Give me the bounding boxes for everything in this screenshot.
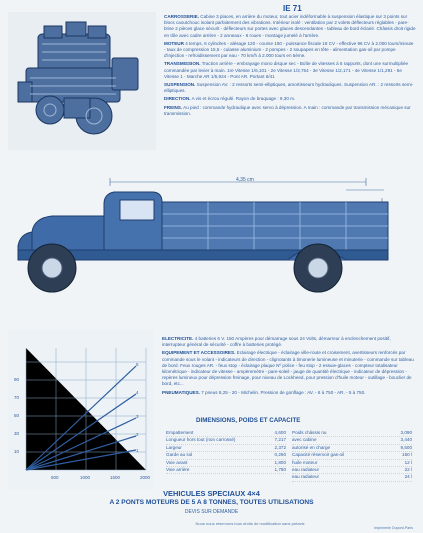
y-tick: 50 <box>14 413 20 418</box>
dimensions-left <box>166 430 286 474</box>
line-label: 1 <box>136 448 139 453</box>
model-label: IE 71 <box>283 4 302 13</box>
table-row: huile moteur 12 l <box>292 460 412 467</box>
spec-carrosserie: CARROSSERIE. Cabine 3 places, en arrière du moteur, tout acier indéformable à suspension élastique sur 3 points sur blocs caoutchouc isolant parfaitement des vibrations. Intérieur isolé : ventilation par 2 volets déflecteurs réglables - pare-brise 2 pièces glace sécurit - déflecteurs sur portes avec glaces descendantes - tableau de bord éclairé. Châssis droit rigide en tôle avec cadre arrière - 2 anneaux - 6 roues - montage jumelé à l'arrière. <box>164 14 416 38</box>
y-tick: 30 <box>14 431 20 436</box>
table-row: eau radiateur 22 l <box>292 467 412 474</box>
line-label: 4 <box>136 390 139 395</box>
x-tick: 1500 <box>110 475 121 480</box>
y-tick: 10 <box>14 449 20 454</box>
engine-illustration <box>8 12 156 150</box>
dimensions-title: DIMENSIONS, POIDS ET CAPACITE <box>196 417 301 424</box>
line-label: 2 <box>136 432 139 437</box>
y-tick: 70 <box>14 395 20 400</box>
spec-suspension: SUSPENSION. Suspension AV. : 2 ressorts semi-elliptiques, amortisseurs hydrauliques. Suspension AR. : 2 ressorts semi-elliptiques. <box>164 82 414 94</box>
table-row: autorisé en charge 9,500 <box>292 445 412 452</box>
table-row: eau radiateur 24 l <box>292 474 412 481</box>
table-row: Voie avant 1,800 <box>166 460 286 467</box>
table-row: Largeur 2,372 <box>166 445 286 452</box>
footnote: Nous nous réservons tous droits de modification sans préavis <box>195 521 305 526</box>
dimension-label: 4,35 cm <box>236 177 254 183</box>
spec-moteur: MOTEUR 4 temps, 6 cylindres - alésage 120 - course 150 - puissance fiscale 18 CV - effective 96 CV à 2.000 tours/minute - taux de compression 15,5 - culasse aluminium - 2 pompes - 2 soupapes en tête - alimentation gas-oil par pompe d'injection - refroidissement par eau - 70 km/h à 2.000 tours en 5ème. <box>164 40 414 59</box>
spec-transmission: TRANSMISSION. Traction arrière - embrayage mono disque sec - Boîte de vitesses à 5 rapports, dont une surmultipliée commandée par levier à main. 1re Vitesse 1/6,101 - 2e Vitesse 1/3,754 - 3e Vitesse 1/2,171 - 4e Vitesse 1/1,291 - 5e Vitesse 1 - Marche AR 1/5,924 - Pont AR. Portant 6/41 <box>164 61 409 79</box>
dimensions-right <box>292 430 412 482</box>
truck-illustration <box>12 176 414 308</box>
spec-freins: FREINS. Au pied : commande hydraulique avec servo à dépression. A main : commande par transmission mécanique sur transmission. <box>164 104 411 116</box>
specs-bottom <box>162 336 414 398</box>
vehicules-subtitle: A 2 PONTS MOTEURS DE 5 A 8 TONNES, TOUTES UTILISATIONS <box>109 499 314 506</box>
table-row: Longueur hors tout (non carrossé) 7,217 <box>166 437 286 444</box>
x-tick: 2000 <box>140 475 151 480</box>
table-row: Empattement 4,600 <box>166 430 286 437</box>
table-row: Poids châssis nu 3,090 <box>292 430 412 437</box>
spec-electricite: ELECTRICITE. 4 batteries 6 V. 150 Ampères pour démarrage sous 24 Volts, démarreur à enclenchement positif, interrupteur général de sécurité - coffre à batteries protégé. <box>162 336 391 348</box>
x-tick: 1000 <box>80 475 91 480</box>
printer-credit: Imprimerie Dupont-Paris <box>374 526 413 530</box>
table-row: avec cabine 3,440 <box>292 437 412 444</box>
specs-top <box>164 14 416 119</box>
x-tick: 500 <box>51 475 59 480</box>
speed-curve-chart <box>8 330 154 490</box>
table-row: Voie arrière 1,780 <box>166 467 286 474</box>
spec-pneumatiques: PNEUMATIQUES. 7 pneus 8,25 - 20 - Michelin. Pression de gonflage : AV. - 6 à 750 - AR. - 5 à 750. <box>162 389 366 395</box>
spec-direction: DIRECTION. A vis et écrou régulé. Rayon de braquage : 9,30 m. <box>164 96 296 102</box>
table-row: Capacité réservoir gas-oil 150 l <box>292 452 412 459</box>
spec-equipement: EQUIPEMENT ET ACCESSOIRES. Eclairage électrique - éclairage ville-route et croisement, avertisseurs renforcés par commande sous le volant - indicateurs de direction - clignotants à timonerie lumineuse et minuterie - commande sur tableau de bord. Feux rouges AR. - feux stop - éclairage plaque Nº police - feu stop - 2 essuie-glaces - compteur totalisateur kilométrique - indicateur de vitesse - ampèremètre - pare-soleil - jauge de quantité électrique - indicateur de dépression - repères lumineux pour dépression freinage, pour niveau de Lockheed, pour pression d'huile moteur - outillage - bouclier de bord, etc... <box>162 350 414 387</box>
line-label: 3 <box>136 414 139 419</box>
vehicules-title: VEHICULES SPECIAUX 4×4 <box>163 489 260 498</box>
line-label: 5 <box>136 362 139 367</box>
devis-note: DEVIS SUR DEMANDE <box>184 509 239 515</box>
table-row: Garde au sol 0,260 <box>166 452 286 459</box>
y-tick: 90 <box>14 377 20 382</box>
